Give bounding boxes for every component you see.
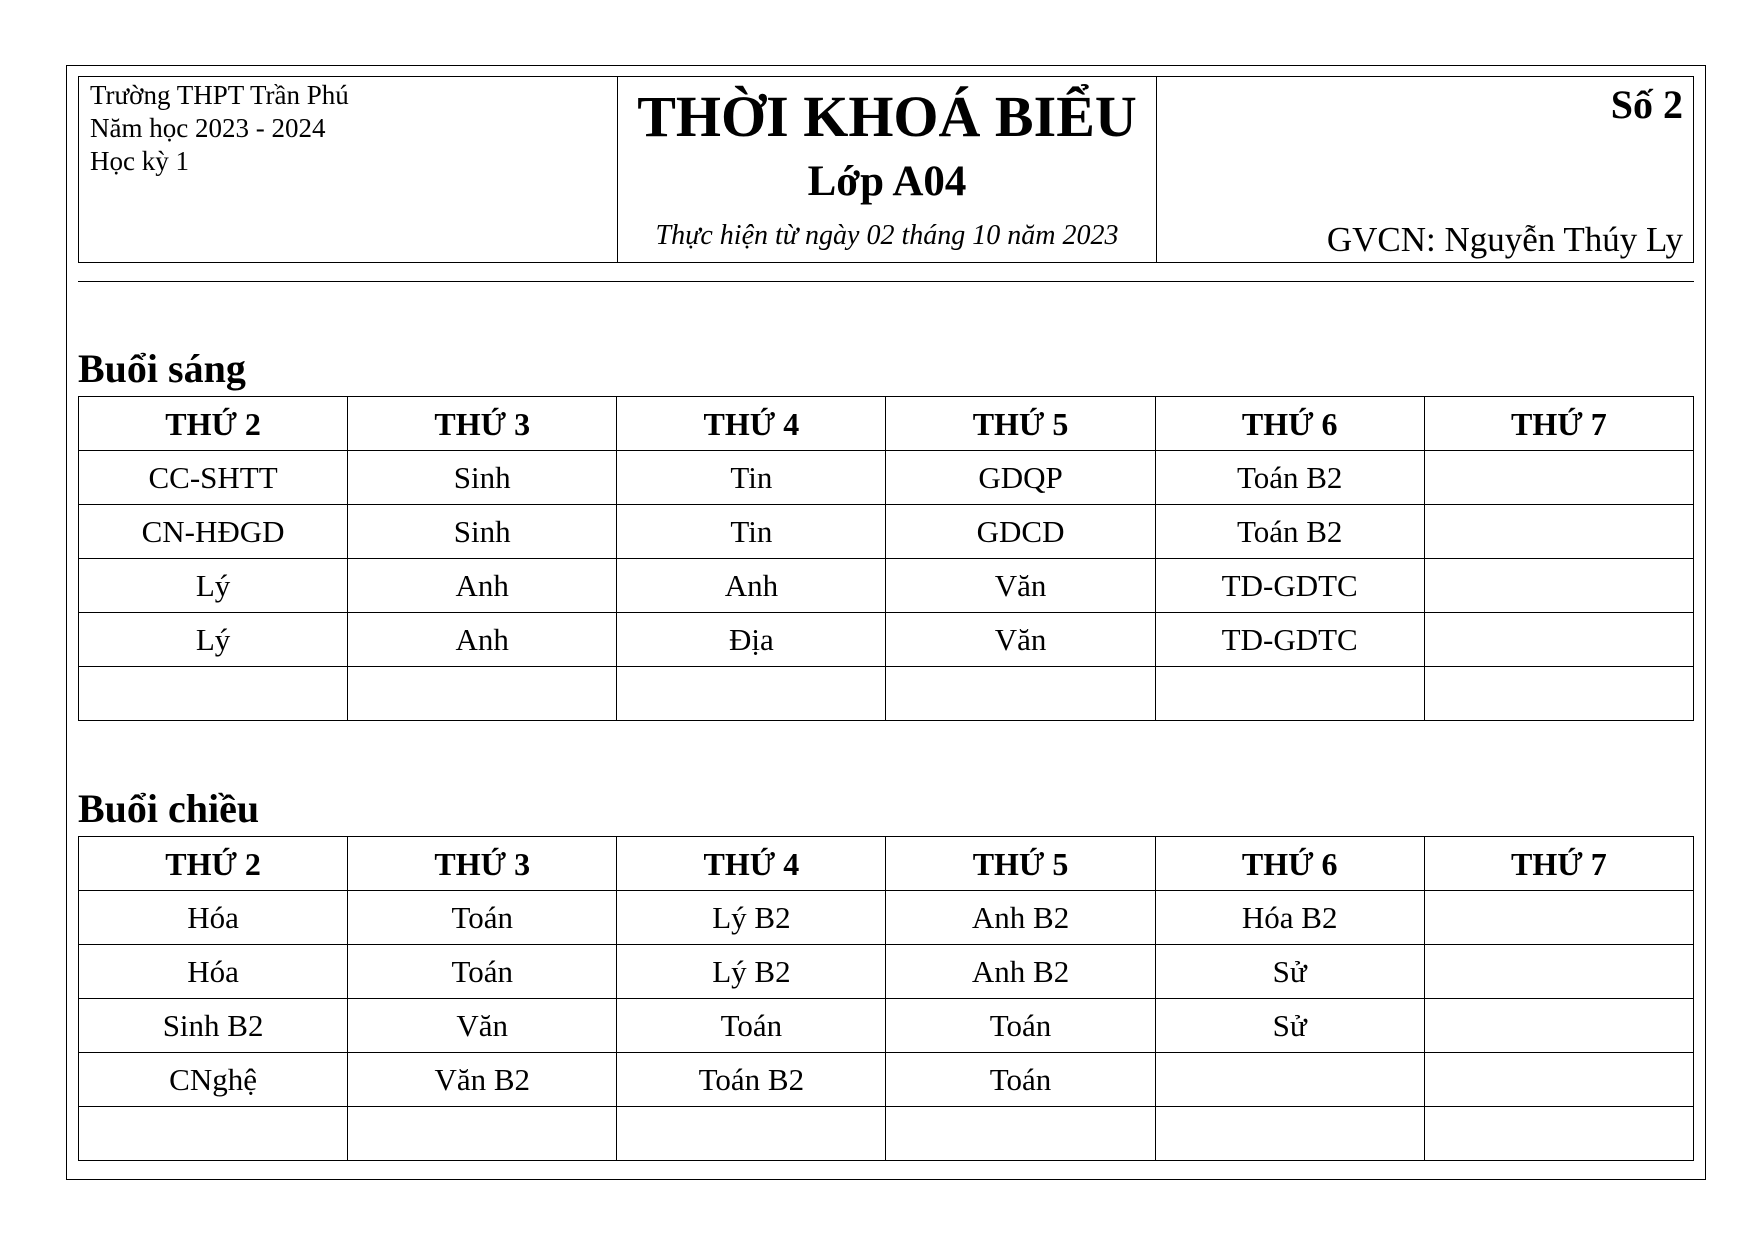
subject-cell	[617, 1107, 886, 1161]
period-row	[79, 945, 1694, 999]
subject-cell	[1424, 559, 1693, 613]
day-header: THỨ 2	[79, 397, 348, 451]
school-year: Năm học 2023 - 2024	[90, 113, 326, 143]
subject-cell	[1155, 1053, 1424, 1107]
subject-cell	[1424, 999, 1693, 1053]
subject-cell: GDQP	[886, 451, 1155, 505]
subject-cell	[617, 667, 886, 721]
subject-cell: Lý	[79, 613, 348, 667]
effective-date: Thực hiện từ ngày 02 tháng 10 năm 2023	[655, 220, 1119, 251]
subject-cell	[348, 667, 617, 721]
subject-cell: Sử	[1155, 945, 1424, 999]
subject-cell: Anh	[348, 613, 617, 667]
subject-cell	[1155, 1107, 1424, 1161]
subject-cell	[1424, 891, 1693, 945]
subject-cell	[886, 667, 1155, 721]
subject-cell: Hóa	[79, 945, 348, 999]
subject-cell: Toán	[886, 999, 1155, 1053]
subject-cell: Toán B2	[1155, 505, 1424, 559]
subject-cell: Sinh	[348, 505, 617, 559]
class-label: Lớp A04	[807, 158, 967, 205]
subject-cell: Sinh	[348, 451, 617, 505]
period-row	[79, 667, 1694, 721]
subject-cell: Toán B2	[1155, 451, 1424, 505]
subject-cell: Anh	[617, 559, 886, 613]
period-row	[79, 505, 1694, 559]
morning-table	[78, 396, 1694, 721]
day-header: THỨ 2	[79, 837, 348, 891]
subject-cell	[1424, 667, 1693, 721]
schedule-number: Số 2	[1610, 82, 1683, 127]
day-header: THỨ 6	[1155, 837, 1424, 891]
subject-cell: CC-SHTT	[79, 451, 348, 505]
header	[78, 76, 1694, 263]
day-header: THỨ 4	[617, 397, 886, 451]
subject-cell: Anh	[348, 559, 617, 613]
day-header: THỨ 6	[1155, 397, 1424, 451]
subject-cell	[1424, 945, 1693, 999]
subject-cell: TD-GDTC	[1155, 613, 1424, 667]
period-row	[79, 451, 1694, 505]
subject-cell: CN-HĐGD	[79, 505, 348, 559]
subject-cell	[1424, 613, 1693, 667]
day-header: THỨ 3	[348, 837, 617, 891]
subject-cell: Anh B2	[886, 891, 1155, 945]
afternoon-title: Buổi chiều	[78, 786, 260, 831]
subject-cell: GDCD	[886, 505, 1155, 559]
page-title: THỜI KHOÁ BIỂU	[637, 84, 1137, 149]
school-name: Trường THPT Trần Phú	[90, 80, 349, 110]
subject-cell	[1424, 451, 1693, 505]
day-header: THỨ 3	[348, 397, 617, 451]
subject-cell: Anh B2	[886, 945, 1155, 999]
subject-cell: Hóa B2	[1155, 891, 1424, 945]
day-header: THỨ 5	[886, 397, 1155, 451]
subject-cell: Lý B2	[617, 891, 886, 945]
subject-cell: Văn	[348, 999, 617, 1053]
day-header: THỨ 4	[617, 837, 886, 891]
subject-cell	[79, 1107, 348, 1161]
subject-cell: Tin	[617, 505, 886, 559]
subject-cell: Toán	[617, 999, 886, 1053]
subject-cell	[1424, 505, 1693, 559]
day-header: THỨ 7	[1424, 837, 1693, 891]
semester: Học kỳ 1	[90, 146, 189, 176]
header-row	[79, 837, 1694, 891]
homeroom-teacher: GVCN: Nguyễn Thúy Ly	[1326, 220, 1683, 259]
afternoon-table	[78, 836, 1694, 1161]
subject-cell: Toán	[348, 891, 617, 945]
period-row	[79, 559, 1694, 613]
subject-cell	[1155, 667, 1424, 721]
subject-cell: Địa	[617, 613, 886, 667]
subject-cell: Hóa	[79, 891, 348, 945]
day-header: THỨ 7	[1424, 397, 1693, 451]
subject-cell: Văn	[886, 613, 1155, 667]
header-row	[79, 397, 1694, 451]
subject-cell	[79, 667, 348, 721]
title-block	[618, 77, 1157, 262]
subject-cell: Sử	[1155, 999, 1424, 1053]
subject-cell: Sinh B2	[79, 999, 348, 1053]
subject-cell: TD-GDTC	[1155, 559, 1424, 613]
period-row	[79, 613, 1694, 667]
period-row	[79, 1053, 1694, 1107]
subject-cell: Tin	[617, 451, 886, 505]
period-row	[79, 1107, 1694, 1161]
period-row	[79, 891, 1694, 945]
day-header: THỨ 5	[886, 837, 1155, 891]
subject-cell: Toán	[348, 945, 617, 999]
subject-cell: Lý	[79, 559, 348, 613]
subject-cell: Văn B2	[348, 1053, 617, 1107]
morning-title: Buổi sáng	[78, 346, 246, 391]
meta-block	[1157, 77, 1693, 262]
subject-cell: CNghệ	[79, 1053, 348, 1107]
subject-cell: Toán B2	[617, 1053, 886, 1107]
subject-cell	[348, 1107, 617, 1161]
subject-cell	[1424, 1107, 1693, 1161]
subject-cell: Lý B2	[617, 945, 886, 999]
period-row	[79, 999, 1694, 1053]
subject-cell: Toán	[886, 1053, 1155, 1107]
subject-cell	[1424, 1053, 1693, 1107]
subject-cell	[886, 1107, 1155, 1161]
school-info	[79, 77, 618, 262]
subject-cell: Văn	[886, 559, 1155, 613]
divider	[78, 281, 1694, 282]
